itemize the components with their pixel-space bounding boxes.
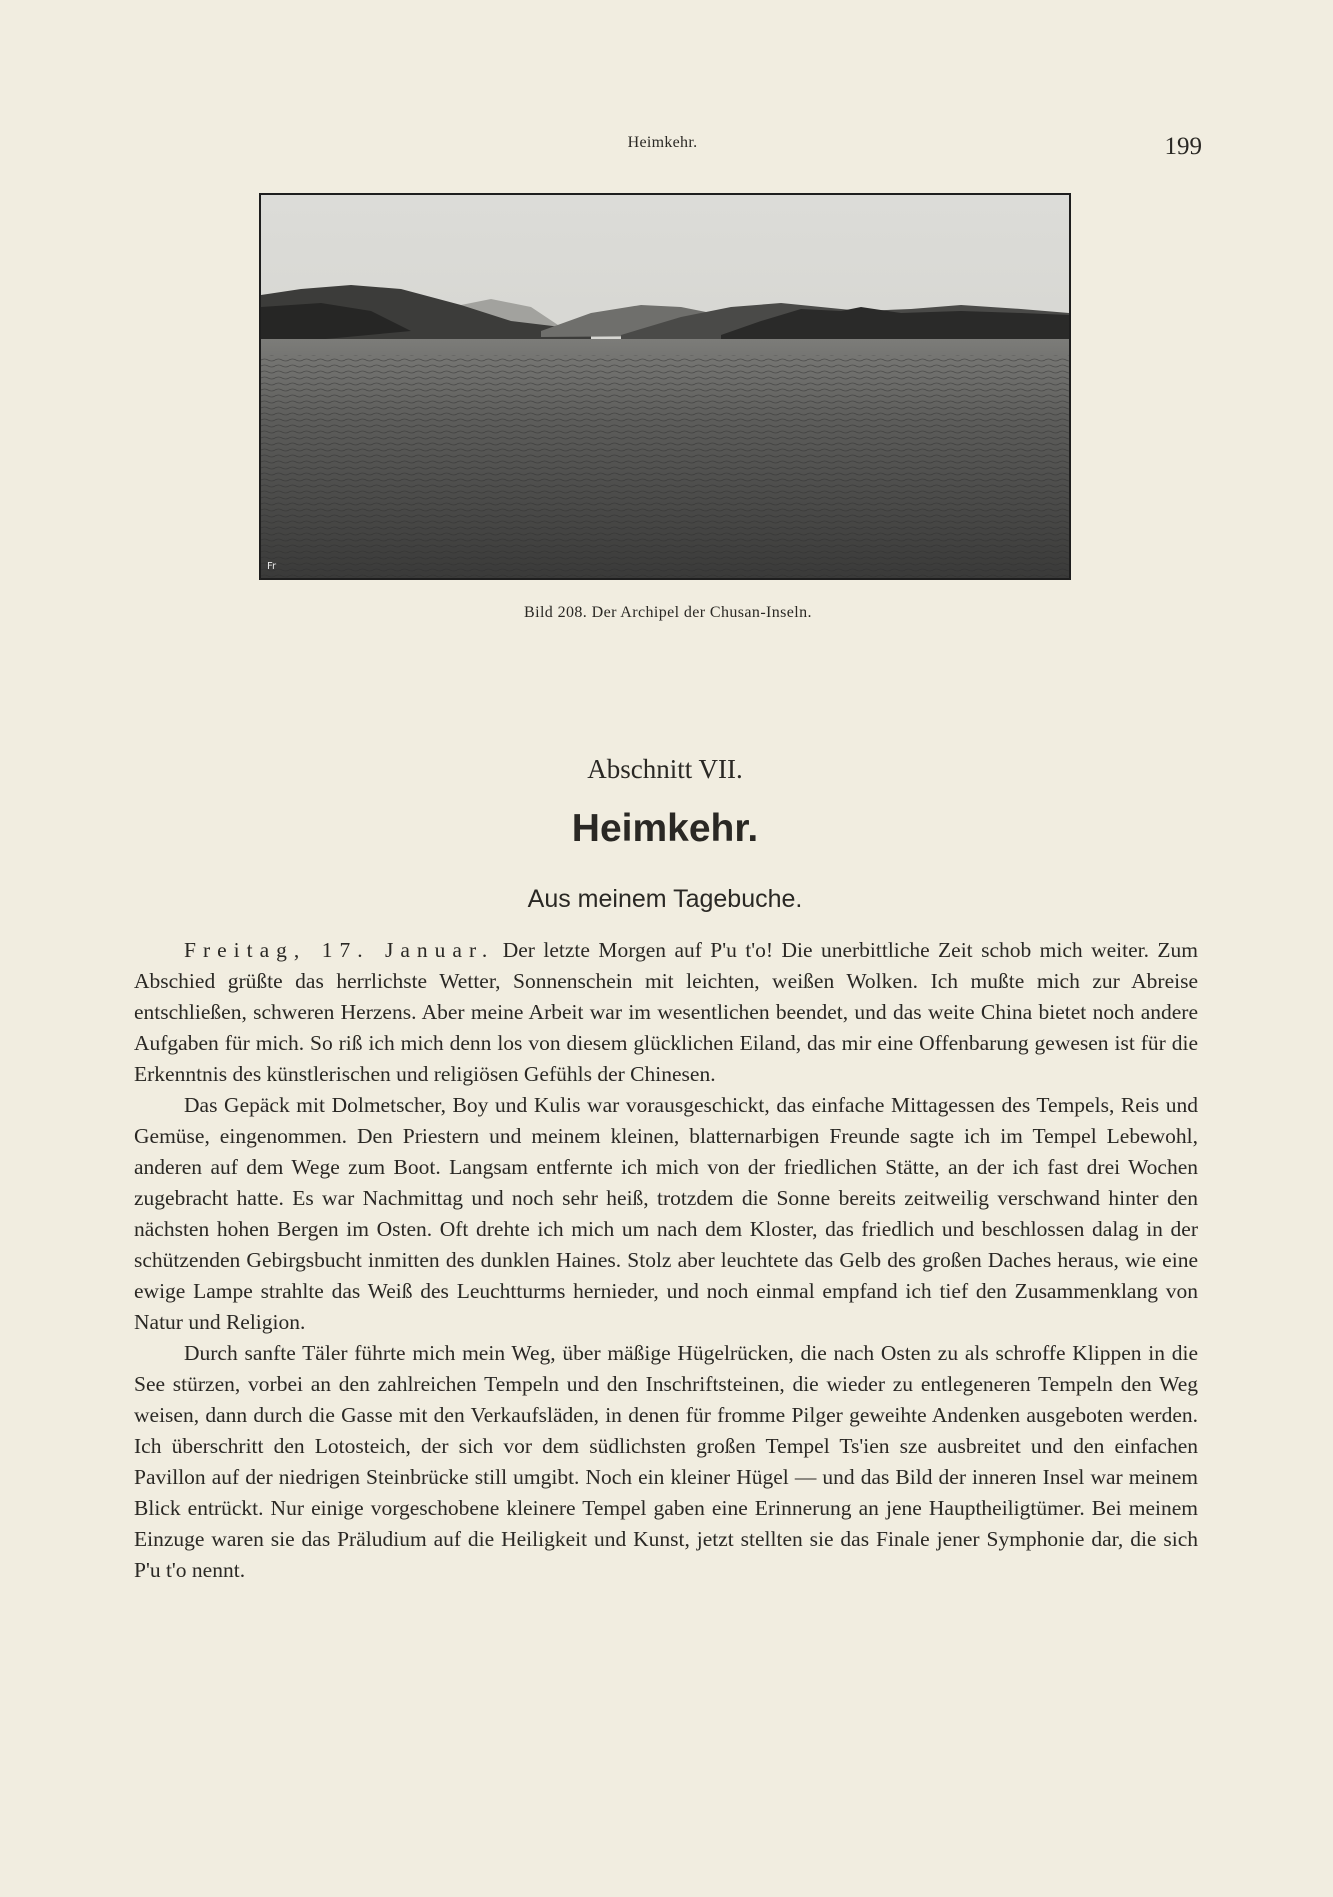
paragraph: Das Gepäck mit Dolmetscher, Boy und Kulis war vorausgeschickt, das einfache Mittagessen des Tempels, Reis und Gemüse, eingenommen. Den Priestern und meinem kleinen, blatternarbigen Freunde sagte ich im Tempel Lebewohl, anderen auf dem Wege zum Boot. Langsam entfernte ich mich von der friedlichen Stätte, an der ich fast drei Wochen zugebracht hatte. Es war Nachmittag und noch sehr heiß, trotzdem die Sonne bereits zeitweilig verschwand hinter den nächsten hohen Bergen im Osten. Oft drehte ich mich um nach dem Kloster, das friedlich und beschlossen dalag in der schützenden Gebirgsbucht inmitten des dunklen Haines. Stolz aber leuchtete das Gelb des großen Daches heraus, wie eine ewige Lampe strahlte das Weiß des Leuchtturms hernieder, und noch einmal empfand ich tief den Zusammenklang von Natur und Religion. [134, 1093, 1198, 1334]
paragraph: Durch sanfte Täler führte mich mein Weg, über mäßige Hügelrücken, die nach Osten zu als schroffe Klippen in die See stürzen, vorbei an den zahlreichen Tempeln und den Inschriftsteinen, die wieder zu entlegeneren Tempeln den Weg weisen, dann durch die Gasse mit den Verkaufsläden, in denen für fromme Pilger geweihte Andenken ausgeboten werden. Ich überschritt den Lotosteich, der sich vor dem südlichsten großen Tempel Ts'ien sze ausbreitet und den einfachen Pavillon auf der niedrigen Steinbrücke still umgibt. Noch ein kleiner Hügel — und das Bild der inneren Insel war meinem Blick entrückt. Nur einige vorgeschobene kleinere Tempel gaben eine Erinnerung an jene Hauptheiligtümer. Bei meinem Einzuge waren sie das Präludium auf die Heiligkeit und Kunst, jetzt stellten sie das Finale jener Symphonie dar, die sich P'u t'o nennt. [134, 1341, 1198, 1582]
figure-caption: Bild 208. Der Archipel der Chusan-Inseln. [524, 604, 812, 621]
paragraph [134, 935, 1198, 1090]
section-label: Abschnitt VII. [587, 754, 743, 784]
body-text [134, 935, 1198, 1586]
paragraph-text: Der letzte Morgen auf P'u t'o! Die unerbittliche Zeit schob mich weiter. Zum Abschied grüßte das herrlichste Wetter, Sonnenschein mit leichten, weißen Wolken. Ich mußte mich zur Abreise entschließen, schweren Herzens. Aber meine Arbeit war im wesentlichen beendet, und das weite China bietet noch andere Aufgaben für mich. So riß ich mich denn los von diesem glücklichen Eiland, das mir eine Offenbarung gewesen ist für die Erkenntnis des künstlerischen und religiösen Gefühls der Chinesen. [134, 938, 1198, 1086]
plate-mark: Fr [267, 561, 277, 572]
archipelago-photograph [259, 193, 1071, 580]
chapter-title: Heimkehr. [571, 807, 759, 850]
running-head: Heimkehr. [627, 134, 698, 151]
diary-date: Freitag, 17. Januar. [184, 938, 495, 962]
page-number: 199 [1164, 133, 1202, 160]
chapter-subtitle: Aus meinem Tagebuche. [527, 885, 803, 913]
archipelago-photo-image [261, 195, 1069, 578]
